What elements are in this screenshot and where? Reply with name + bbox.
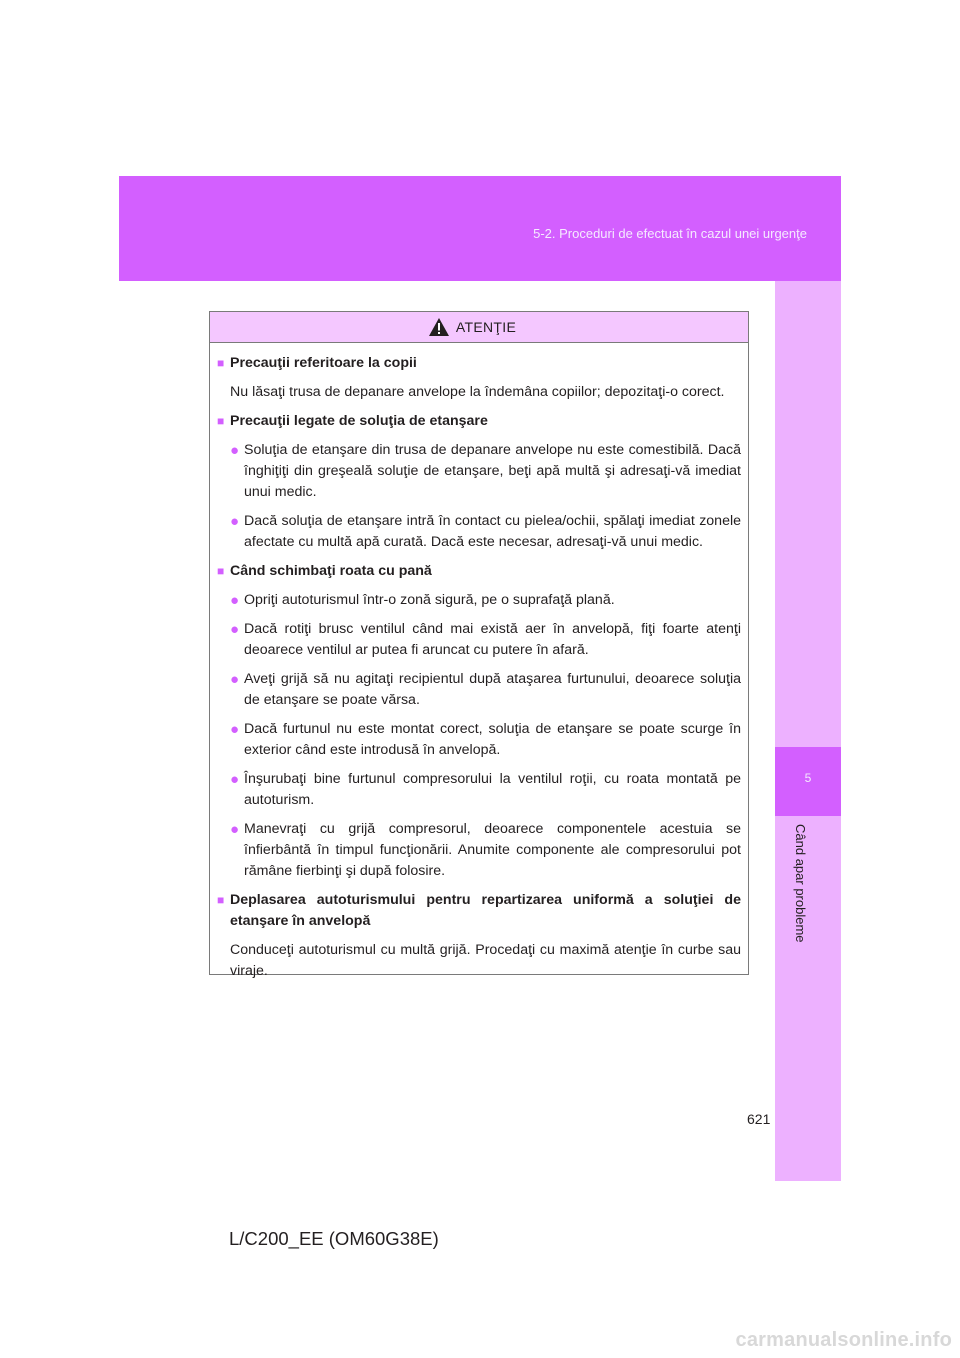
circle-bullet-icon: ● — [230, 442, 240, 459]
section-title-flat-tire: ■ Când schimbaţi roata cu pană — [217, 561, 741, 582]
list-item: ● Opriţi autoturismul într-o zonă sigură, pe o suprafaţă plană. — [230, 592, 615, 609]
section-breadcrumb: 5-2. Proceduri de efectuat în cazul unei urgenţe — [533, 226, 807, 241]
list-item: ● Manevraţi cu grijă compresorul, deoarece componentele acestuia se înfierbântă în timpul funcţionării. Anumite componente ale compresorului pot rămâne fierbinţi şi după folosire. — [230, 819, 741, 882]
warning-title: ATENŢIE — [455, 319, 517, 335]
warning-triangle-icon — [428, 317, 450, 337]
circle-bullet-icon: ● — [230, 592, 240, 609]
circle-bullet-icon: ● — [230, 621, 240, 638]
circle-bullet-icon: ● — [230, 821, 240, 838]
square-bullet-icon: ■ — [217, 893, 225, 907]
side-index-strip — [775, 281, 841, 1181]
list-item: ● Soluţia de etanşare din trusa de depanare anvelope nu este comestibilă. Dacă înghiţiţi din greşeală soluţie de etanşare, beţi apă multă şi adresaţi-vă imediat unui medic. — [230, 440, 741, 503]
section-paragraph: Conduceţi autoturismul cu multă grijă. Procedaţi cu maximă atenţie în curbe sau viraje. — [230, 942, 741, 979]
document-code: L/C200_EE (OM60G38E) — [229, 1228, 439, 1249]
list-item: ● Dacă soluţia de etanşare intră în contact cu pielea/ochii, spălaţi imediat zonele afectate cu multă apă curată. Dacă este necesar, adresaţi-vă unui medic. — [230, 511, 741, 553]
chapter-tab[interactable] — [775, 747, 841, 816]
section-title-driving: ■ Deplasarea autoturismului pentru repartizarea uniformă a soluţiei de etanşare în anvelopă — [217, 890, 741, 932]
warning-header — [210, 312, 748, 343]
chapter-number: 5 — [804, 771, 812, 785]
square-bullet-icon: ■ — [217, 356, 225, 370]
section-paragraph: Nu lăsaţi trusa de depanare anvelope la îndemâna copiilor; depozitaţi-o corect. — [230, 384, 725, 400]
square-bullet-icon: ■ — [217, 564, 225, 578]
watermark-logo: carmanualsonline.info — [735, 1329, 952, 1351]
warning-box — [209, 311, 749, 979]
section-title-children: ■ Precauţii referitoare la copii — [217, 353, 741, 374]
list-item: ● Înşurubaţi bine furtunul compresorului la ventilul roţii, cu roata montată pe autoturism. — [230, 769, 741, 811]
list-item: ● Dacă furtunul nu este montat corect, soluţia de etanşare se poate scurge în exterior când este introdusă în anvelopă. — [230, 719, 741, 761]
page-number: 621 — [747, 1111, 771, 1127]
chapter-header-band — [119, 176, 841, 281]
circle-bullet-icon: ● — [230, 671, 240, 688]
warning-body — [210, 343, 748, 982]
circle-bullet-icon: ● — [230, 513, 240, 530]
list-item: ● Dacă rotiţi brusc ventilul când mai există aer în anvelopă, fiţi foarte atenţi deoarece ventilul ar putea fi aruncat cu putere în afară. — [230, 619, 741, 661]
circle-bullet-icon: ● — [230, 771, 240, 788]
square-bullet-icon: ■ — [217, 414, 225, 428]
circle-bullet-icon: ● — [230, 721, 240, 738]
section-title-sealant: ■ Precauţii legate de soluţia de etanşare — [217, 411, 741, 432]
chapter-label: Când apar probleme — [793, 824, 808, 943]
list-item: ● Aveţi grijă să nu agitaţi recipientul după ataşarea furtunului, deoarece soluţia de etanşare se poate vărsa. — [230, 669, 741, 711]
